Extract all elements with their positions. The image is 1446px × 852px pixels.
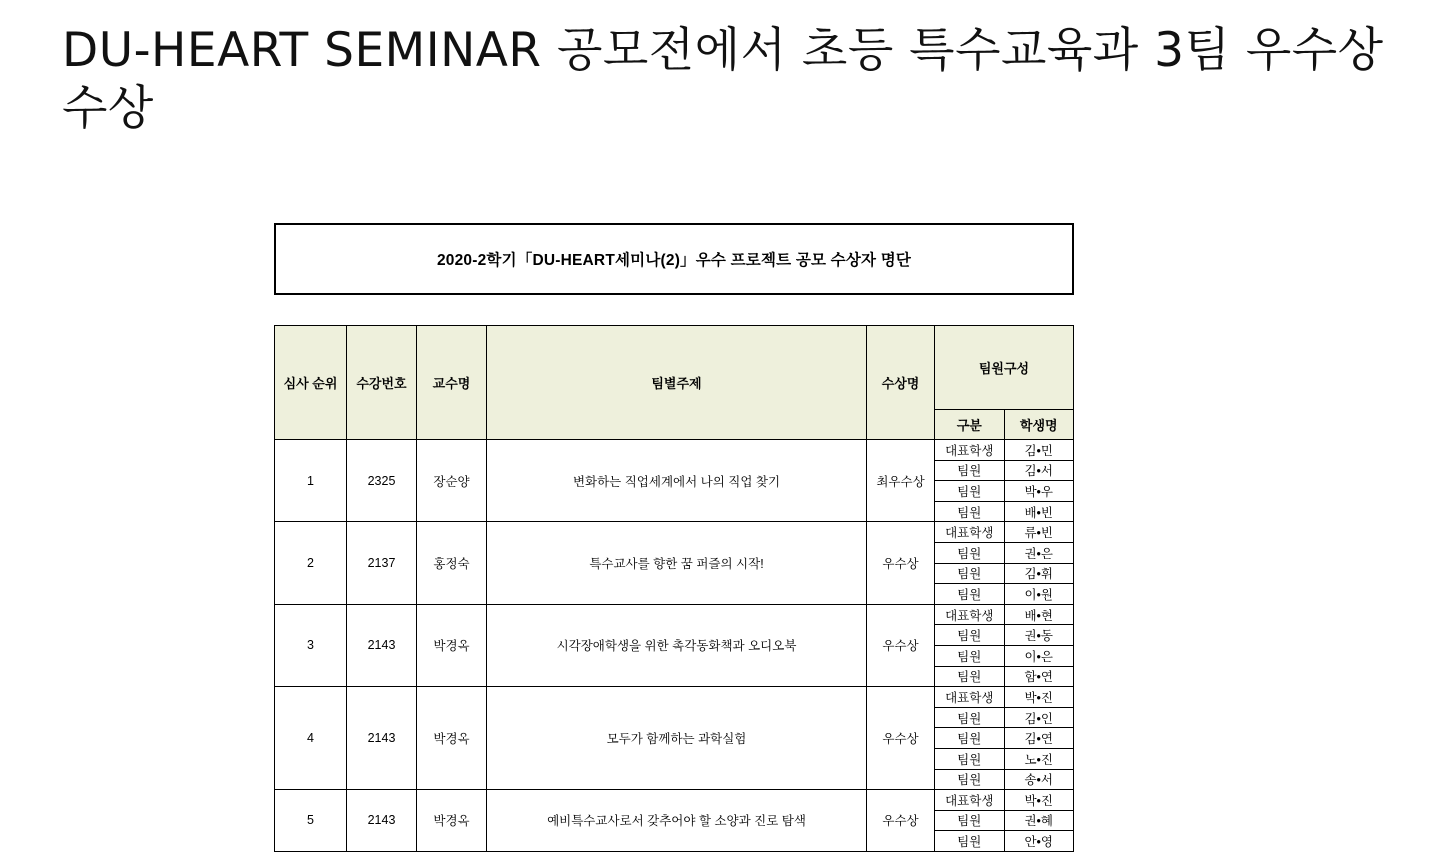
cell-member-role: 대표학생 bbox=[935, 522, 1005, 543]
table-row bbox=[275, 790, 1074, 811]
cell-award: 우수상 bbox=[867, 522, 935, 604]
cell-rank: 2 bbox=[275, 522, 347, 604]
cell-member-name: 이•은 bbox=[1004, 645, 1074, 666]
cell-member-name: 권•혜 bbox=[1004, 810, 1074, 831]
cell-rank: 1 bbox=[275, 440, 347, 522]
col-header-rank: 심사 순위 bbox=[275, 326, 347, 440]
cell-member-role: 팀원 bbox=[935, 748, 1005, 769]
cell-topic: 변화하는 직업세계에서 나의 직업 찾기 bbox=[487, 440, 867, 522]
document-title-box bbox=[274, 223, 1074, 295]
table-row bbox=[275, 440, 1074, 461]
cell-member-name: 김•연 bbox=[1004, 728, 1074, 749]
table-row bbox=[275, 604, 1074, 625]
cell-member-name: 이•원 bbox=[1004, 584, 1074, 605]
table-row bbox=[275, 687, 1074, 708]
cell-member-role: 팀원 bbox=[935, 542, 1005, 563]
col-header-topic: 팀별주제 bbox=[487, 326, 867, 440]
cell-topic: 모두가 함께하는 과학실험 bbox=[487, 687, 867, 790]
cell-course-no: 2143 bbox=[347, 604, 417, 686]
award-document bbox=[274, 223, 1074, 852]
cell-member-role: 팀원 bbox=[935, 563, 1005, 584]
cell-award: 최우수상 bbox=[867, 440, 935, 522]
cell-topic: 시각장애학생을 위한 촉각동화책과 오디오북 bbox=[487, 604, 867, 686]
cell-course-no: 2137 bbox=[347, 522, 417, 604]
cell-course-no: 2143 bbox=[347, 687, 417, 790]
table-row bbox=[275, 522, 1074, 543]
cell-award: 우수상 bbox=[867, 687, 935, 790]
cell-member-name: 배•빈 bbox=[1004, 501, 1074, 522]
cell-member-name: 권•동 bbox=[1004, 625, 1074, 646]
cell-member-role: 팀원 bbox=[935, 707, 1005, 728]
cell-member-name: 배•현 bbox=[1004, 604, 1074, 625]
cell-award: 우수상 bbox=[867, 604, 935, 686]
cell-member-role: 팀원 bbox=[935, 481, 1005, 502]
cell-professor: 장순양 bbox=[417, 440, 487, 522]
cell-course-no: 2325 bbox=[347, 440, 417, 522]
table-body bbox=[275, 440, 1074, 852]
cell-member-role: 팀원 bbox=[935, 501, 1005, 522]
col-header-team: 팀원구성 bbox=[935, 326, 1074, 410]
table-header bbox=[275, 326, 1074, 440]
document-title: 2020-2학기「DU-HEART세미나(2)」우수 프로젝트 공모 수상자 명단 bbox=[436, 252, 912, 269]
cell-course-no: 2143 bbox=[347, 790, 417, 852]
cell-member-role: 팀원 bbox=[935, 769, 1005, 790]
cell-member-name: 함•연 bbox=[1004, 666, 1074, 687]
col-header-award: 수상명 bbox=[867, 326, 935, 440]
cell-topic: 예비특수교사로서 갖추어야 할 소양과 진로 탐색 bbox=[487, 790, 867, 852]
cell-member-role: 팀원 bbox=[935, 728, 1005, 749]
col-header-student: 학생명 bbox=[1004, 410, 1074, 440]
cell-member-role: 대표학생 bbox=[935, 790, 1005, 811]
col-header-professor: 교수명 bbox=[417, 326, 487, 440]
cell-member-name: 김•인 bbox=[1004, 707, 1074, 728]
cell-member-name: 노•진 bbox=[1004, 748, 1074, 769]
cell-professor: 박경옥 bbox=[417, 687, 487, 790]
cell-professor: 홍정숙 bbox=[417, 522, 487, 604]
cell-rank: 3 bbox=[275, 604, 347, 686]
cell-member-role: 대표학생 bbox=[935, 604, 1005, 625]
col-header-course-no: 수강번호 bbox=[347, 326, 417, 440]
award-table bbox=[274, 325, 1074, 852]
cell-professor: 박경옥 bbox=[417, 604, 487, 686]
cell-member-name: 박•우 bbox=[1004, 481, 1074, 502]
cell-member-role: 팀원 bbox=[935, 810, 1005, 831]
cell-rank: 4 bbox=[275, 687, 347, 790]
cell-professor: 박경옥 bbox=[417, 790, 487, 852]
cell-member-name: 안•영 bbox=[1004, 831, 1074, 852]
cell-member-name: 권•은 bbox=[1004, 542, 1074, 563]
cell-member-role: 팀원 bbox=[935, 584, 1005, 605]
cell-member-name: 김•휘 bbox=[1004, 563, 1074, 584]
cell-member-role: 팀원 bbox=[935, 666, 1005, 687]
cell-topic: 특수교사를 향한 꿈 퍼즐의 시작! bbox=[487, 522, 867, 604]
cell-member-name: 박•진 bbox=[1004, 687, 1074, 708]
cell-rank: 5 bbox=[275, 790, 347, 852]
cell-member-name: 김•민 bbox=[1004, 440, 1074, 461]
cell-member-name: 송•서 bbox=[1004, 769, 1074, 790]
cell-member-name: 박•진 bbox=[1004, 790, 1074, 811]
cell-member-role: 팀원 bbox=[935, 625, 1005, 646]
page-title: DU-HEART SEMINAR 공모전에서 초등 특수교육과 3팀 우수상 수상 bbox=[62, 23, 1384, 136]
col-header-role: 구분 bbox=[935, 410, 1005, 440]
cell-member-role: 팀원 bbox=[935, 831, 1005, 852]
cell-member-role: 팀원 bbox=[935, 460, 1005, 481]
cell-member-name: 류•빈 bbox=[1004, 522, 1074, 543]
table-header-row bbox=[275, 326, 1074, 410]
cell-member-role: 대표학생 bbox=[935, 687, 1005, 708]
cell-member-role: 대표학생 bbox=[935, 440, 1005, 461]
cell-member-name: 김•서 bbox=[1004, 460, 1074, 481]
cell-award: 우수상 bbox=[867, 790, 935, 852]
cell-member-role: 팀원 bbox=[935, 645, 1005, 666]
